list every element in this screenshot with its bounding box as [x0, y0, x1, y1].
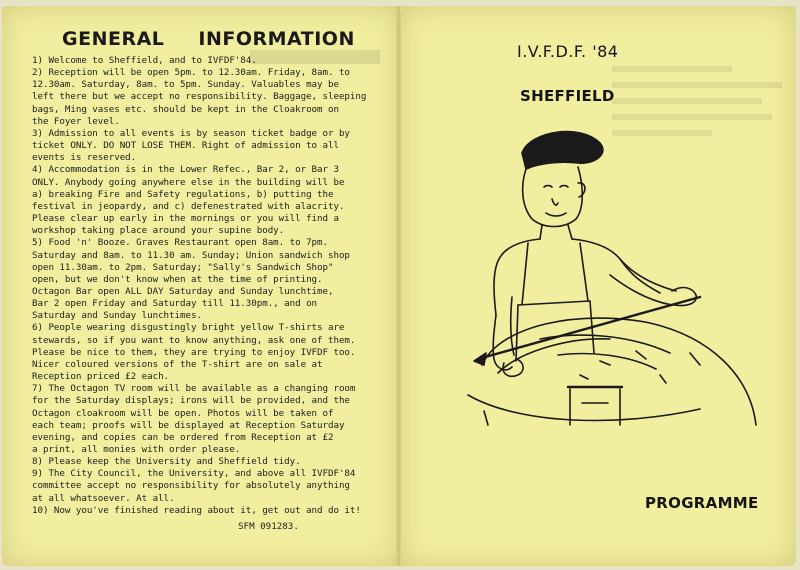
- info-item-2: 2) Reception will be open 5pm. to 12.30am. Friday, 8am. to 12.30am. Saturday, 8am. to 5pm. Sunday. Valuables may be left there but we accept no responsibility. Baggage, sleeping bags, Ming vases etc. should be kept in the Cloakroom on the Foyer level.: [32, 67, 367, 127]
- info-item-4: 4) Accommodation is in the Lower Refec., Bar 2, or Bar 3 ONLY. Anybody going anywhere else in the building will be a) breaking Fire and Safety regulations, b) putting the festival in jeopardy, and c) defenestrated with alacrity. Please clear up early in the mornings or you will find a workshop taking place around your supine body.: [32, 164, 345, 237]
- apron-straps: [522, 243, 528, 305]
- heading-word-information: INFORMATION: [198, 28, 355, 50]
- city-title: SHEFFIELD: [520, 87, 615, 105]
- cutler-grinding-illustration: [460, 125, 760, 465]
- grindstone: [482, 318, 756, 425]
- beret: [522, 132, 603, 169]
- print-code: SFM 091283.: [238, 521, 299, 532]
- info-item-7: 7) The Octagon TV room will be available as a changing room for the Saturday displays; irons will be provided, and the Octagon cloakroom will be open. Photos will be taken of each team; proofs will be displayed at Reception Saturday evening, and copies can be ordered from Reception at £2 a print, all monies with order please.: [32, 383, 356, 455]
- info-item-1: 1) Welcome to Sheffield, and to IVFDF'84.: [32, 55, 257, 66]
- head: [523, 167, 583, 227]
- programme-label: PROGRAMME: [645, 494, 759, 512]
- info-item-9: 9) The City Council, the University, and above all IVFDF'84 committee accept no responsibility for absolutely anything at all whatsoever. At all.: [32, 468, 356, 504]
- info-item-8: 8) Please keep the University and Sheffield tidy.: [32, 456, 301, 468]
- page-heading: [62, 28, 355, 50]
- grinding-trough: [468, 395, 700, 421]
- info-item-5: 5) Food 'n' Booze. Graves Restaurant open 8am. to 7pm. Saturday and 8am. to 11.30 am. Sunday; Union sandwich shop open 11.30am. to 2pm. Saturday; "Sally's Sandwich Shop" open, but we don't know when at the time of printing. Octagon Bar open ALL DAY Saturday and Sunday lunchtime, Bar 2 open Friday and Saturday till 11.30pm., and on Saturday and Sunday lunchtimes.: [32, 237, 350, 322]
- info-item-10: 10) Now you've finished reading about it, get out and do it!: [32, 504, 361, 516]
- general-information-list: [32, 55, 394, 517]
- heading-word-general: GENERAL: [62, 28, 165, 50]
- festival-title: I.V.F.D.F. '84: [517, 42, 619, 61]
- info-item-3: 3) Admission to all events is by season ticket badge or by ticket ONLY. DO NOT LOSE THEM. Right of admission to all events is reserved.: [32, 127, 350, 164]
- booklet-spine: [396, 6, 402, 566]
- info-item-6: 6) People wearing disgustingly bright yellow T-shirts are stewards, so if you want to know anything, ask one of them. Please be nice to them, they are trying to enjoy IVFDF too. Nicer coloured versions of the T-shirt are on sale at Reception priced £2 each.: [32, 322, 356, 383]
